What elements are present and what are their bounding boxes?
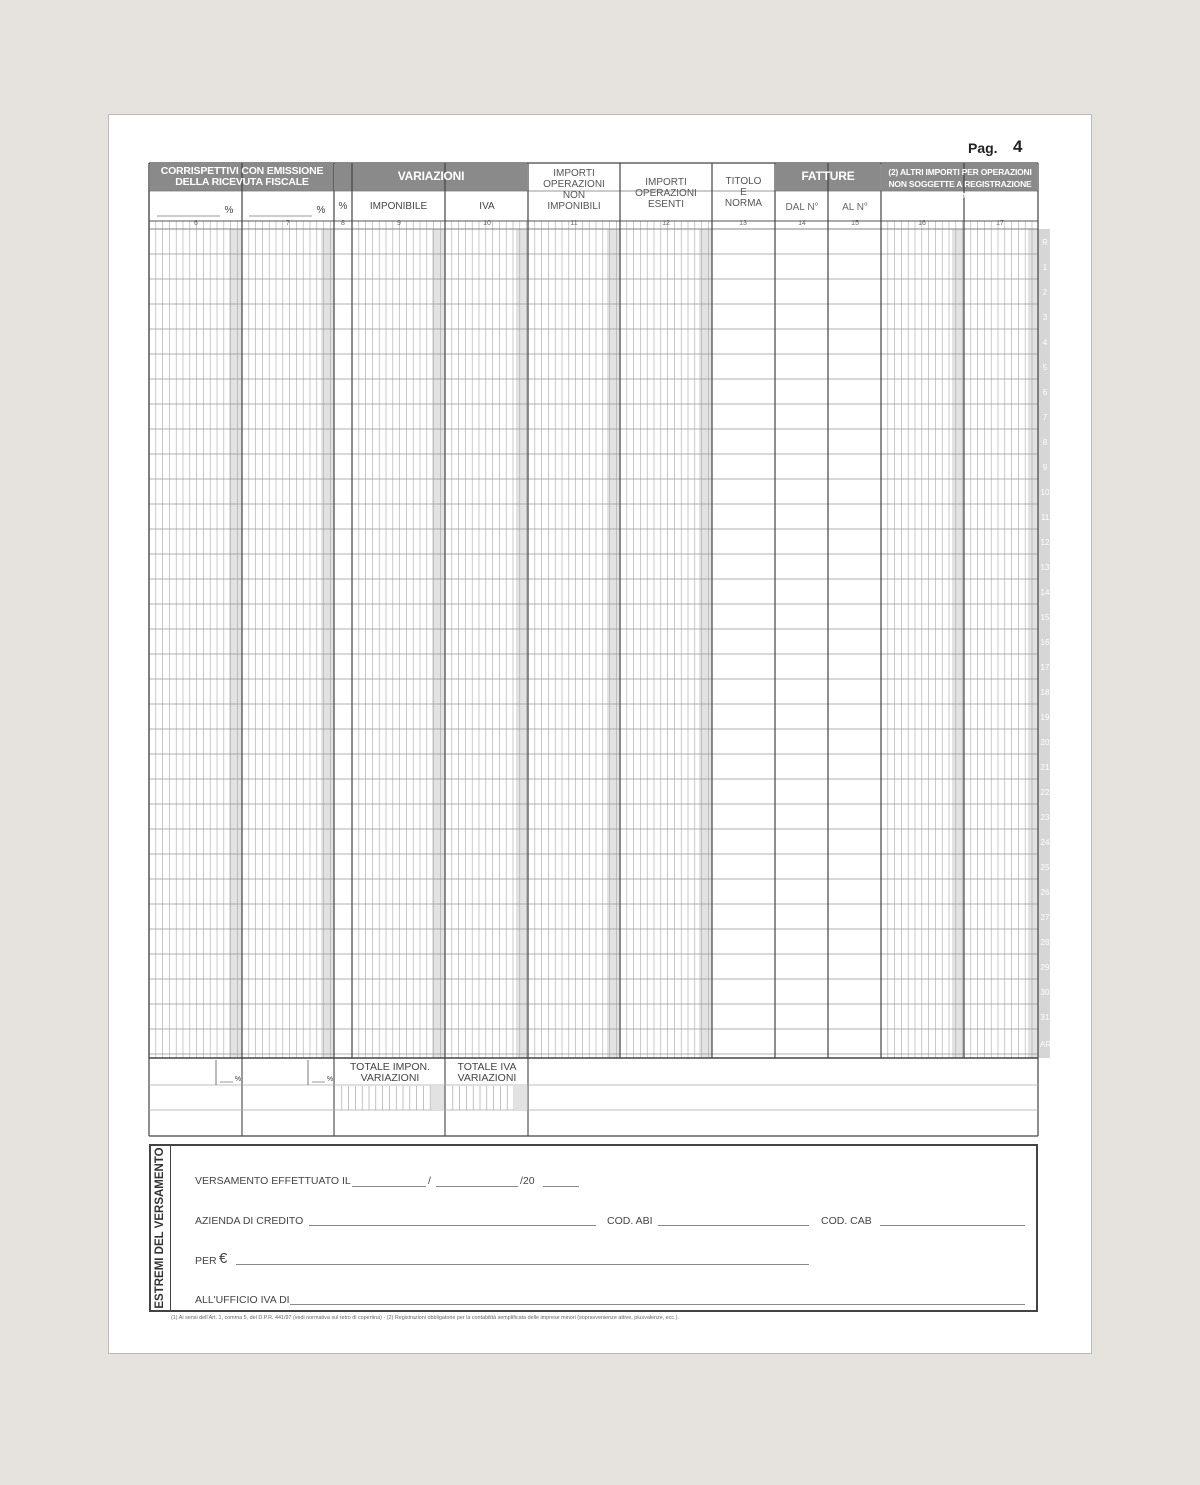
- row-number-label: 26: [1040, 888, 1050, 897]
- column-number: 11: [570, 220, 578, 227]
- row-number-label: 8: [1042, 438, 1048, 447]
- row-number-label: 11: [1040, 513, 1050, 522]
- row-number-label: 10: [1040, 488, 1050, 497]
- decimal-shade: [516, 229, 528, 1058]
- decimal-shade: [1028, 229, 1038, 1058]
- header-fatture: FATTURE: [801, 169, 855, 183]
- row-number-label: 3: [1042, 313, 1048, 322]
- ufficio-field[interactable]: [290, 1304, 1025, 1305]
- subheader-imponibile: IMPONIBILE: [369, 201, 428, 212]
- row-number-label: 17: [1040, 663, 1050, 672]
- abi-field[interactable]: [658, 1225, 809, 1226]
- row-number-label: AR: [1040, 1040, 1052, 1049]
- row-number-label: 25: [1040, 863, 1050, 872]
- row-number-label: 31: [1040, 1013, 1050, 1022]
- decimal-shade: [432, 229, 445, 1058]
- row-number-label: 19: [1040, 713, 1050, 722]
- row-number-label: 28: [1040, 938, 1050, 947]
- column-number: 6: [194, 220, 198, 227]
- subheader-dal: DAL N°: [785, 202, 819, 213]
- row-number-label: 24: [1040, 838, 1050, 847]
- decimal-shade: [229, 229, 242, 1058]
- page-label: Pag.: [968, 140, 998, 156]
- date-year-field[interactable]: [543, 1186, 579, 1187]
- row-number-label: 9: [1042, 463, 1048, 472]
- column-number: 12: [662, 220, 670, 227]
- subheader-pct-1: %: [224, 205, 234, 216]
- row-number-label: 13: [1040, 563, 1050, 572]
- azienda-field[interactable]: [309, 1225, 596, 1226]
- total-iva-label: TOTALE IVA VARIAZIONI: [457, 1061, 517, 1084]
- decimal-shade: [699, 229, 712, 1058]
- header-titolo-norma: TITOLO E NORMA: [724, 176, 763, 209]
- header-variazioni: VARIAZIONI: [397, 169, 465, 183]
- versamento-title: ESTREMI DEL VERSAMENTO: [154, 1147, 166, 1309]
- row-number-label: 1: [1042, 263, 1048, 272]
- cab-field[interactable]: [880, 1225, 1025, 1226]
- date-year-prefix: /20: [520, 1175, 535, 1187]
- total-imponibile-label: TOTALE IMPON. VARIAZIONI: [349, 1061, 431, 1084]
- row-number-label: 21: [1040, 763, 1050, 772]
- footnote: (1) Ai sensi dell'Art. 1, comma 5, del D.P.R. 441/97 (vedi normativa sul retro di copertina) - (2) Registrazioni obbligatorie per la contabilità semplificata delle imprese minori (sopravvenienze attive, plusvalenze, ecc.).: [171, 1315, 679, 1321]
- row-number-label: 15: [1040, 613, 1050, 622]
- column-number: 16: [918, 220, 926, 227]
- column-number: 14: [798, 220, 806, 227]
- header-corrispettivi: CORRISPETTIVI CON EMISSIONE DELLA RICEVUTA FISCALE: [160, 165, 324, 188]
- row-number-label: 4: [1042, 338, 1048, 347]
- decimal-shade: [431, 1086, 444, 1110]
- row-number-label: 12: [1040, 538, 1050, 547]
- versamento-date-label: VERSAMENTO EFFETTUATO IL: [195, 1175, 351, 1187]
- row-number-label: 6: [1042, 388, 1048, 397]
- euro-icon: €: [219, 1250, 228, 1267]
- date-day-field[interactable]: [352, 1186, 426, 1187]
- page-number: 4: [1013, 137, 1023, 156]
- row-number-label: 22: [1040, 788, 1050, 797]
- abi-label: COD. ABI: [607, 1215, 653, 1227]
- decimal-shade: [607, 229, 620, 1058]
- subheader-pct-3: %: [338, 201, 348, 212]
- subheader-al: AL N°: [842, 202, 868, 213]
- header-altri-importi: (2) ALTRI IMPORTI PER OPERAZIONI NON SOGGETTE A REGISTRAZIONE IVA: [888, 167, 1032, 201]
- row-number-label: 18: [1040, 688, 1050, 697]
- column-number: 8: [341, 220, 345, 227]
- column-number: 9: [397, 220, 401, 227]
- row-number-label: 14: [1040, 588, 1050, 597]
- column-number: 13: [739, 220, 747, 227]
- versamento-box: [149, 1144, 1038, 1312]
- ufficio-label: ALL'UFFICIO IVA DI: [195, 1294, 290, 1306]
- row-number-label: R: [1042, 238, 1048, 247]
- total-pct-2: %: [326, 1076, 334, 1083]
- row-number-label: 7: [1042, 413, 1048, 422]
- row-number-label: 29: [1040, 963, 1050, 972]
- column-number: 15: [851, 220, 859, 227]
- subheader-pct-2: %: [316, 205, 326, 216]
- cab-label: COD. CAB: [821, 1215, 872, 1227]
- date-slash: /: [428, 1175, 431, 1187]
- decimal-shade: [952, 229, 964, 1058]
- header-importi-esenti: IMPORTI OPERAZIONI ESENTI: [635, 177, 697, 210]
- decimal-shade: [321, 229, 334, 1058]
- row-number-label: 5: [1042, 363, 1048, 372]
- row-number-label: 30: [1040, 988, 1050, 997]
- row-number-label: 27: [1040, 913, 1050, 922]
- column-number: 10: [483, 220, 491, 227]
- total-pct-1: %: [234, 1076, 242, 1083]
- column-number: 17: [996, 220, 1004, 227]
- row-number-label: 23: [1040, 813, 1050, 822]
- column-number: 7: [286, 220, 290, 227]
- row-number-label: 2: [1042, 288, 1048, 297]
- importo-field[interactable]: [236, 1264, 809, 1265]
- subheader-iva: IVA: [479, 201, 495, 212]
- decimal-shade: [514, 1086, 527, 1110]
- azienda-label: AZIENDA DI CREDITO: [195, 1215, 304, 1227]
- date-month-field[interactable]: [436, 1186, 518, 1187]
- row-number-label: 16: [1040, 638, 1050, 647]
- row-number-label: 20: [1040, 738, 1050, 747]
- per-label: PER: [195, 1255, 217, 1267]
- header-importi-non-imponibili: IMPORTI OPERAZIONI NON IMPONIBILI: [543, 168, 605, 212]
